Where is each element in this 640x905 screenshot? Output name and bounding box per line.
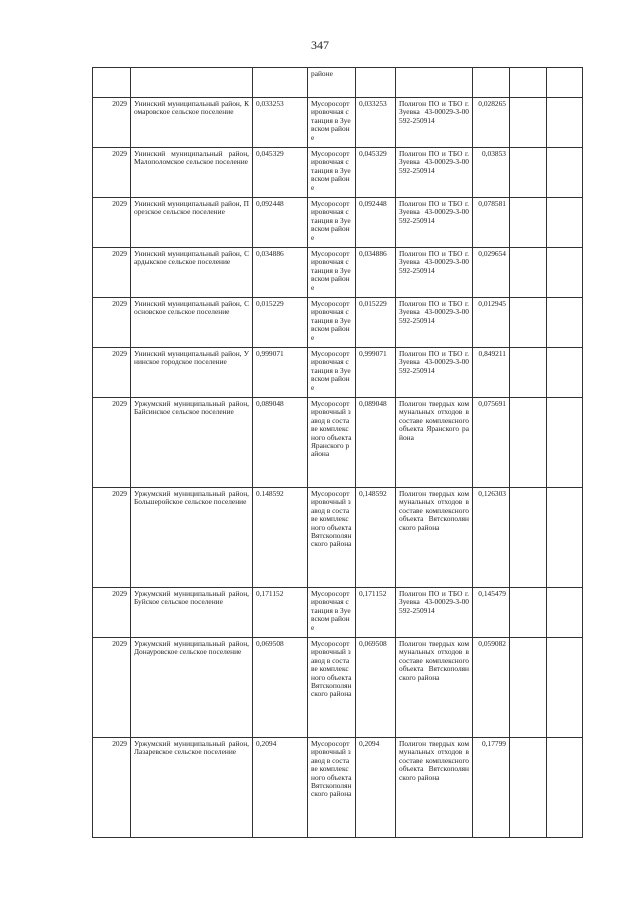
cell-volume-facility: 0,015229 bbox=[356, 298, 396, 348]
cell-facility: Мусоросортировочный завод в составе комплексного объекта Вятскополянского района bbox=[308, 738, 356, 838]
cell-volume-landfill: 0,029654 bbox=[473, 248, 510, 298]
cell-volume: 0,045329 bbox=[253, 148, 308, 198]
table-row bbox=[93, 488, 583, 588]
table-row bbox=[93, 588, 583, 638]
cell-landfill: Полигон ПО и ТБО г. Зуевка 43-00029-З-00592-250914 bbox=[396, 348, 473, 398]
cell-volume-landfill: 0,075691 bbox=[473, 398, 510, 488]
cell-volume-landfill: 0,028265 bbox=[473, 98, 510, 148]
table-body bbox=[93, 68, 583, 838]
cell-empty-1 bbox=[510, 488, 547, 588]
cell-landfill: Полигон твердых коммунальных отходов в составе комплексного объекта Вятскополянского района bbox=[396, 738, 473, 838]
cell-empty-2 bbox=[547, 298, 583, 348]
cell-year: 2029 bbox=[93, 738, 131, 838]
cell-year: 2029 bbox=[93, 148, 131, 198]
cell-municipality: Уржумский муниципальный район, Донауровское сельское поселение bbox=[131, 638, 253, 738]
cell-facility: Мусоросортировочная станция в Зуевском районе bbox=[308, 298, 356, 348]
cell-landfill: Полигон твердых коммунальных отходов в составе комплексного объекта Вятскополянского района bbox=[396, 488, 473, 588]
cell-landfill: Полигон ПО и ТБО г. Зуевка 43-00029-З-00592-250914 bbox=[396, 248, 473, 298]
cell-empty-1 bbox=[510, 638, 547, 738]
cell-landfill: Полигон твердых коммунальных отходов в составе комплексного объекта Вятскополянского района bbox=[396, 638, 473, 738]
cell-year: 2029 bbox=[93, 398, 131, 488]
table-row bbox=[93, 198, 583, 248]
cell-volume-landfill: 0,145479 bbox=[473, 588, 510, 638]
cell-facility: Мусоросортировочный завод в составе комплексного объекта Яранского района bbox=[308, 398, 356, 488]
cell-empty-1 bbox=[510, 738, 547, 838]
cell-empty-2 bbox=[547, 488, 583, 588]
table-row bbox=[93, 398, 583, 488]
cell-landfill bbox=[396, 68, 473, 98]
cell-volume-landfill: 0,126303 bbox=[473, 488, 510, 588]
cell-empty-1 bbox=[510, 68, 547, 98]
cell-empty-1 bbox=[510, 98, 547, 148]
cell-empty-1 bbox=[510, 298, 547, 348]
cell-municipality: Уржумский муниципальный район, Лазаревское сельское поселение bbox=[131, 738, 253, 838]
cell-volume-facility: 0,034886 bbox=[356, 248, 396, 298]
table-row bbox=[93, 738, 583, 838]
cell-volume-facility: 0,171152 bbox=[356, 588, 396, 638]
cell-volume-facility: 0,2094 bbox=[356, 738, 396, 838]
cell-volume: 0,092448 bbox=[253, 198, 308, 248]
cell-municipality: Унинский муниципальный район, Унинское городское поселение bbox=[131, 348, 253, 398]
table-row bbox=[93, 298, 583, 348]
cell-facility: Мусоросортировочная станция в Зуевском районе bbox=[308, 98, 356, 148]
cell-year bbox=[93, 68, 131, 98]
cell-volume bbox=[253, 68, 308, 98]
cell-volume-facility bbox=[356, 68, 396, 98]
cell-empty-2 bbox=[547, 98, 583, 148]
cell-empty-2 bbox=[547, 248, 583, 298]
cell-volume-facility: 0,069508 bbox=[356, 638, 396, 738]
cell-volume-facility: 0,999071 bbox=[356, 348, 396, 398]
cell-facility: Мусоросортировочная станция в Зуевском районе bbox=[308, 198, 356, 248]
cell-municipality: Унинский муниципальный район, Сосновское сельское поселение bbox=[131, 298, 253, 348]
table-row bbox=[93, 638, 583, 738]
cell-empty-2 bbox=[547, 398, 583, 488]
cell-facility: районе bbox=[308, 68, 356, 98]
table-row-continued bbox=[93, 68, 583, 98]
cell-facility: Мусоросортировочная станция в Зуевском районе bbox=[308, 148, 356, 198]
cell-landfill: Полигон ПО и ТБО г. Зуевка 43-00029-З-00592-250914 bbox=[396, 198, 473, 248]
cell-volume-landfill: 0,059082 bbox=[473, 638, 510, 738]
cell-volume-facility: 0,092448 bbox=[356, 198, 396, 248]
cell-landfill: Полигон ПО и ТБО г. Зуевка 43-00029-З-00592-250914 bbox=[396, 298, 473, 348]
waste-flow-table bbox=[92, 67, 583, 838]
table-row bbox=[93, 248, 583, 298]
table-row bbox=[93, 348, 583, 398]
cell-municipality: Унинский муниципальный район, Порезское сельское поселение bbox=[131, 198, 253, 248]
page-number: 347 bbox=[311, 38, 329, 52]
cell-facility: Мусоросортировочная станция в Зуевском районе bbox=[308, 588, 356, 638]
cell-municipality: Унинский муниципальный район, Малополомское сельское поселение bbox=[131, 148, 253, 198]
cell-volume-landfill: 0,849211 bbox=[473, 348, 510, 398]
cell-landfill: Полигон ПО и ТБО г. Зуевка 43-00029-З-00592-250914 bbox=[396, 588, 473, 638]
cell-municipality: Уржумский муниципальный район, Большеройское сельское поселение bbox=[131, 488, 253, 588]
cell-municipality: Уржумский муниципальный район, Байсинское сельское поселение bbox=[131, 398, 253, 488]
cell-facility: Мусоросортировочная станция в Зуевском районе bbox=[308, 348, 356, 398]
cell-year: 2029 bbox=[93, 298, 131, 348]
cell-landfill: Полигон твердых коммунальных отходов в составе комплексного объекта Яранского района bbox=[396, 398, 473, 488]
cell-empty-1 bbox=[510, 398, 547, 488]
cell-volume-landfill: 0,078581 bbox=[473, 198, 510, 248]
cell-empty-2 bbox=[547, 148, 583, 198]
cell-volume-facility: 0,045329 bbox=[356, 148, 396, 198]
cell-empty-1 bbox=[510, 248, 547, 298]
cell-municipality: Уржумский муниципальный район, Буйское сельское поселение bbox=[131, 588, 253, 638]
cell-empty-1 bbox=[510, 198, 547, 248]
cell-volume: 0,033253 bbox=[253, 98, 308, 148]
cell-volume-facility: 0,089048 bbox=[356, 398, 396, 488]
cell-volume: 0,2094 bbox=[253, 738, 308, 838]
cell-empty-1 bbox=[510, 348, 547, 398]
cell-empty-2 bbox=[547, 738, 583, 838]
cell-municipality: Унинский муниципальный район, Комаровское сельское поселение bbox=[131, 98, 253, 148]
cell-municipality bbox=[131, 68, 253, 98]
cell-facility: Мусоросортировочный завод в составе комплексного объекта Вятскополянского района bbox=[308, 488, 356, 588]
cell-volume-landfill: 0,012945 bbox=[473, 298, 510, 348]
cell-empty-1 bbox=[510, 148, 547, 198]
table-row bbox=[93, 148, 583, 198]
cell-volume: 0,069508 bbox=[253, 638, 308, 738]
cell-volume: 0,171152 bbox=[253, 588, 308, 638]
cell-facility: Мусоросортировочный завод в составе комплексного объекта Вятскополянского района bbox=[308, 638, 356, 738]
cell-volume: 0.148592 bbox=[253, 488, 308, 588]
cell-empty-2 bbox=[547, 638, 583, 738]
cell-volume: 0,034886 bbox=[253, 248, 308, 298]
cell-volume: 0,999071 bbox=[253, 348, 308, 398]
cell-year: 2029 bbox=[93, 638, 131, 738]
cell-volume-facility: 0,148592 bbox=[356, 488, 396, 588]
cell-year: 2029 bbox=[93, 348, 131, 398]
cell-facility: Мусоросортировочная станция в Зуевском районе bbox=[308, 248, 356, 298]
table-row bbox=[93, 98, 583, 148]
cell-volume-landfill bbox=[473, 68, 510, 98]
cell-year: 2029 bbox=[93, 588, 131, 638]
cell-year: 2029 bbox=[93, 198, 131, 248]
cell-empty-2 bbox=[547, 588, 583, 638]
cell-year: 2029 bbox=[93, 488, 131, 588]
cell-empty-2 bbox=[547, 68, 583, 98]
cell-municipality: Унинский муниципальный район, Сардыкское сельское поселение bbox=[131, 248, 253, 298]
cell-volume: 0,015229 bbox=[253, 298, 308, 348]
cell-empty-2 bbox=[547, 198, 583, 248]
cell-volume-landfill: 0,17799 bbox=[473, 738, 510, 838]
cell-volume: 0,089048 bbox=[253, 398, 308, 488]
cell-volume-landfill: 0,03853 bbox=[473, 148, 510, 198]
cell-volume-facility: 0,033253 bbox=[356, 98, 396, 148]
cell-landfill: Полигон ПО и ТБО г. Зуевка 43-00029-З-00592-250914 bbox=[396, 148, 473, 198]
cell-empty-1 bbox=[510, 588, 547, 638]
cell-landfill: Полигон ПО и ТБО г. Зуевка 43-00029-З-00592-250914 bbox=[396, 98, 473, 148]
cell-empty-2 bbox=[547, 348, 583, 398]
cell-year: 2029 bbox=[93, 248, 131, 298]
cell-year: 2029 bbox=[93, 98, 131, 148]
